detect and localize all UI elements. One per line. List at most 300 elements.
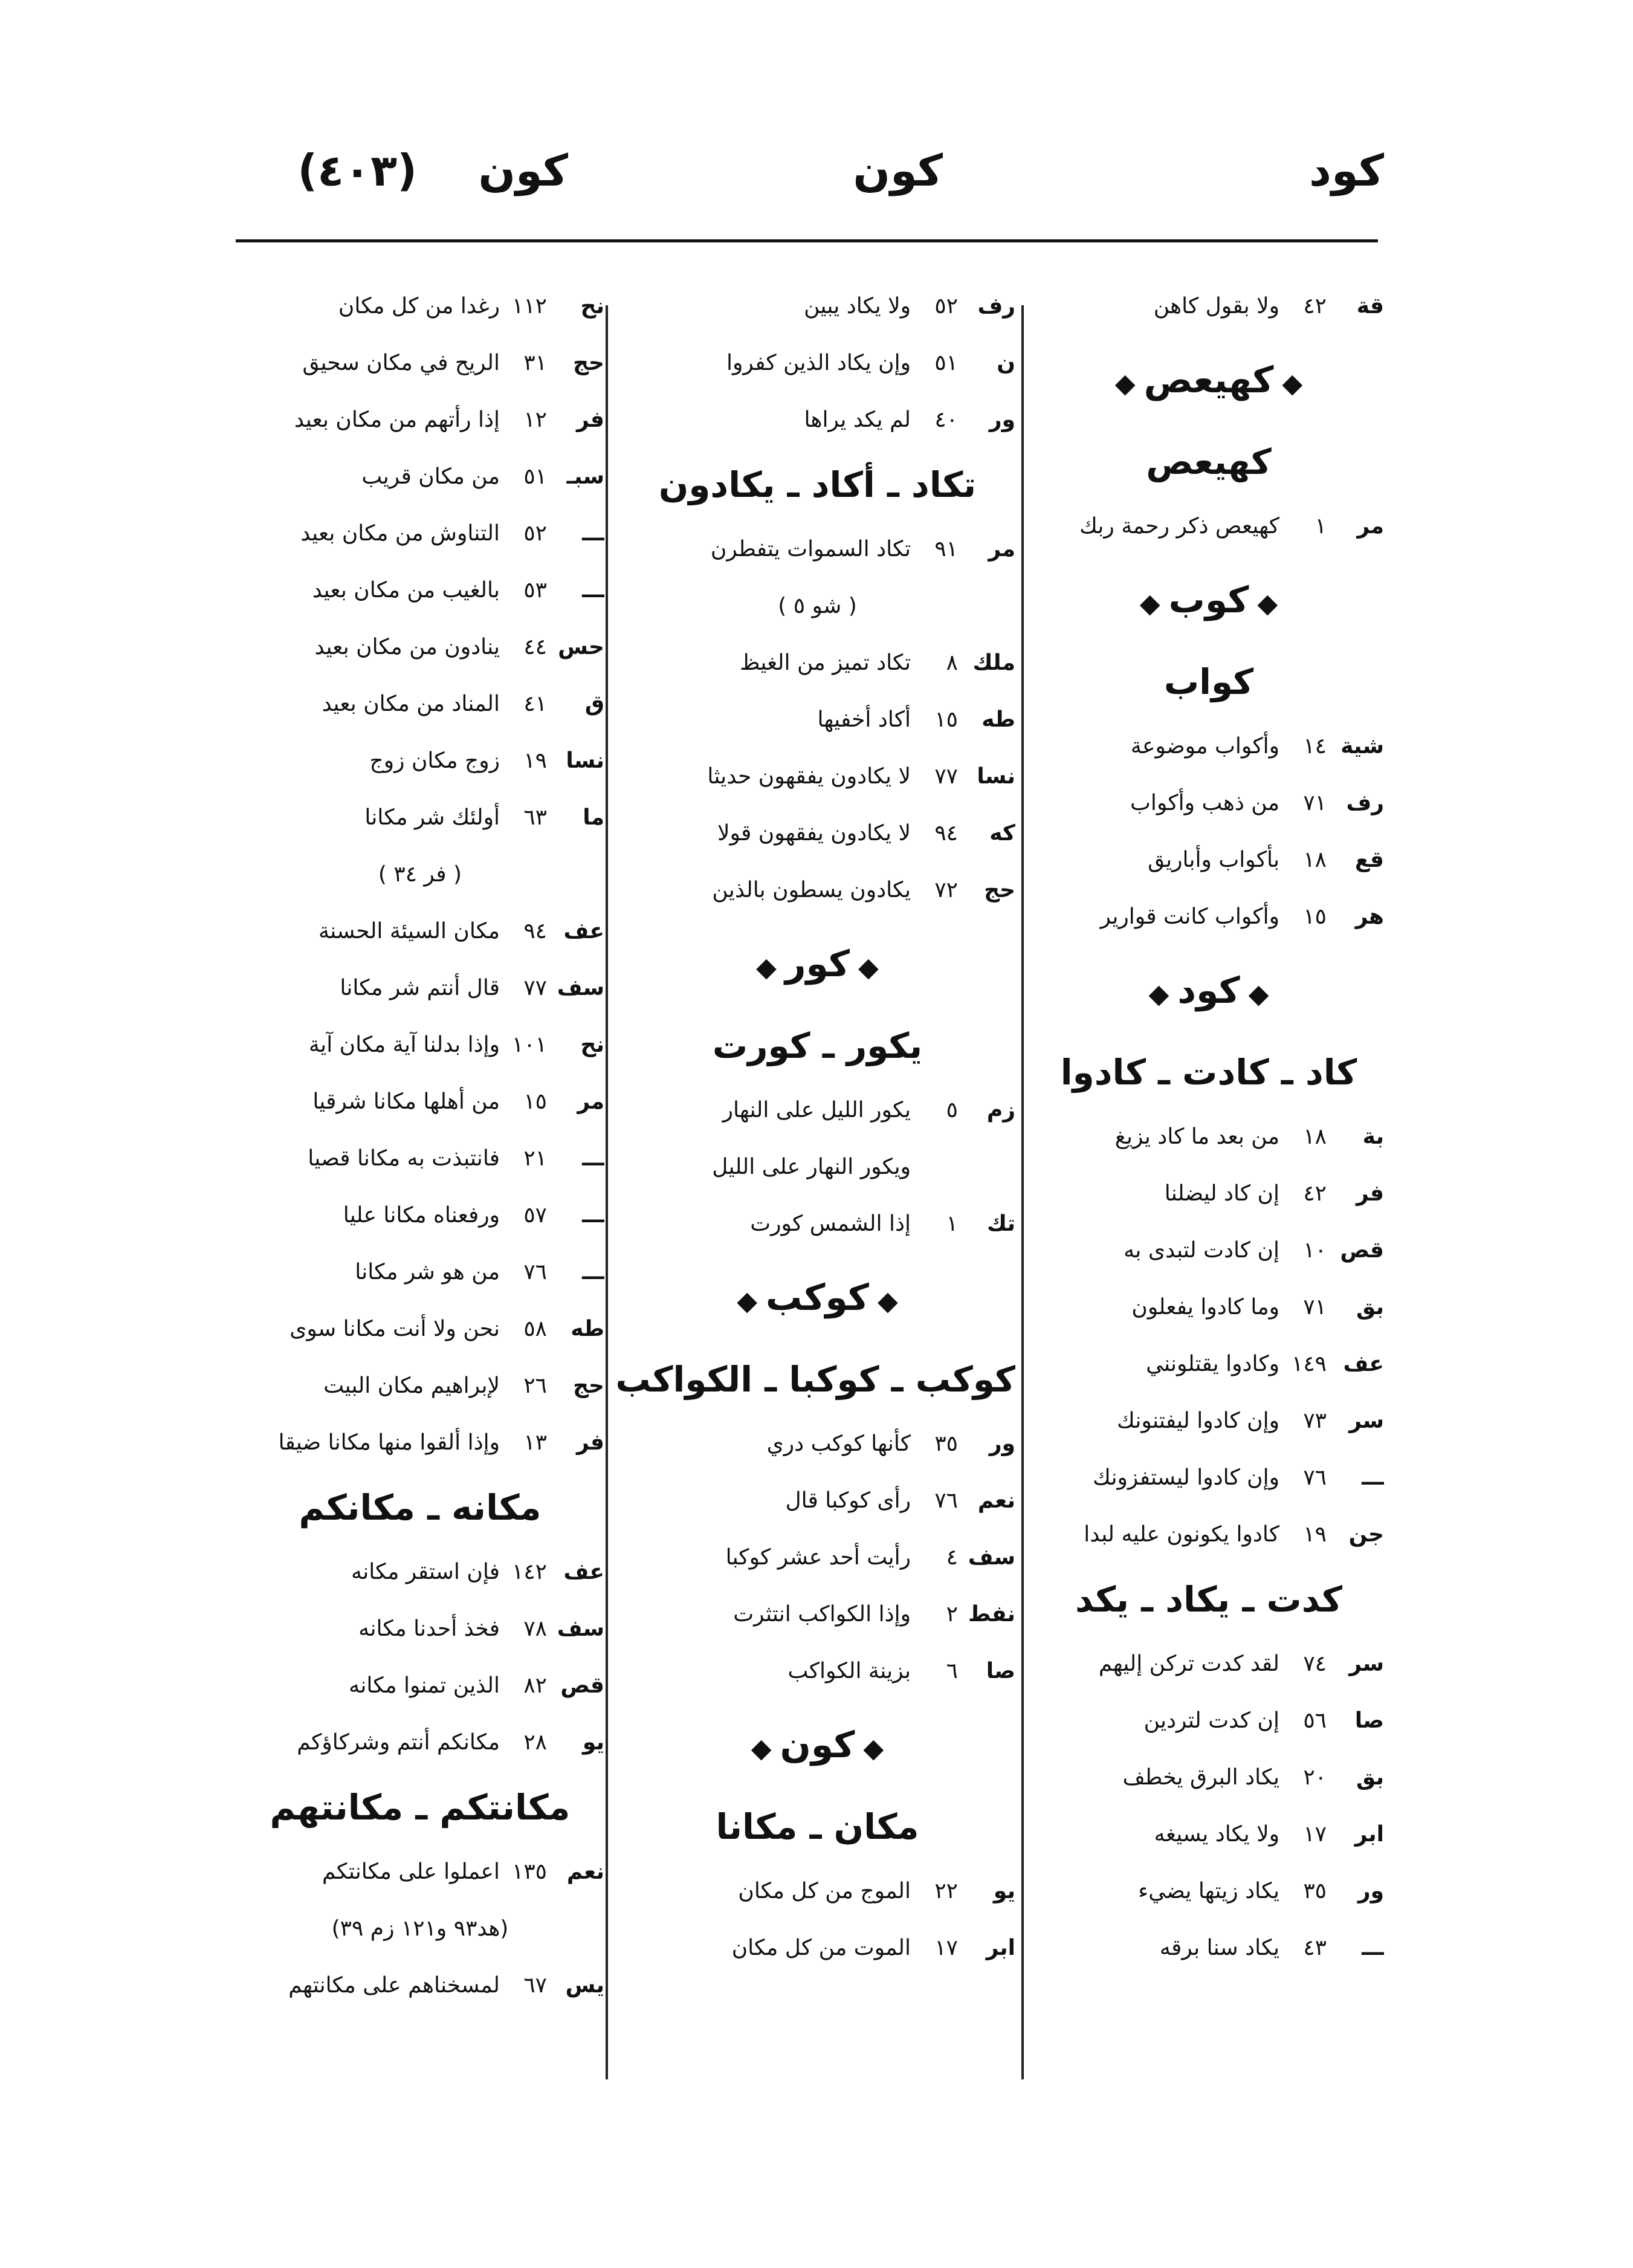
- concordance-entry: [619, 1586, 1015, 1643]
- surah-abbreviation: سف: [557, 976, 604, 1000]
- concordance-entry: [1033, 1165, 1384, 1222]
- verse-number: ١٨: [1303, 1124, 1327, 1149]
- verse-number: ٥: [946, 1098, 958, 1123]
- concordance-entry: [619, 805, 1015, 862]
- column-left: [236, 278, 604, 2091]
- verse-excerpt: كأنها كوكب دري: [766, 1431, 911, 1456]
- ornament-icon: ◆: [1148, 979, 1169, 1009]
- surah-abbreviation: حج: [573, 351, 604, 375]
- verse-number: ٩١: [934, 537, 958, 562]
- concordance-entry: [1033, 1506, 1384, 1563]
- word-form-heading: كدت ـ يكاد ـ يكد: [1075, 1579, 1342, 1620]
- ornament-icon: ◆: [877, 1286, 898, 1317]
- verse-number: ٥٣: [523, 578, 547, 603]
- verse-number: ٧٤: [1303, 1651, 1327, 1676]
- surah-abbreviation: بق: [1356, 1765, 1384, 1790]
- word-form-heading: تكاد ـ أكاد ـ يكادون: [658, 464, 977, 505]
- surah-abbreviation: قة: [1356, 294, 1384, 319]
- surah-abbreviation: يس: [565, 1973, 604, 1998]
- concordance-entry: [619, 1473, 1015, 1529]
- surah-abbreviation: صا: [1354, 1708, 1384, 1733]
- verse-excerpt: الموج من كل مكان: [738, 1879, 911, 1904]
- surah-abbreviation: زم: [986, 1098, 1015, 1123]
- verse-excerpt: وإذا الكواكب انتثرت: [733, 1602, 911, 1627]
- surah-abbreviation: سف: [968, 1545, 1015, 1570]
- concordance-entry: [236, 1714, 604, 1771]
- verse-number: ١٠١: [511, 1032, 547, 1057]
- concordance-entry: [236, 619, 604, 676]
- verse-number: ١٢: [523, 407, 547, 432]
- verse-excerpt: رغدا من كل مكان: [338, 294, 500, 319]
- verse-number: ٢: [946, 1602, 958, 1627]
- verse-number: ٨: [946, 650, 958, 675]
- concordance-entry: [236, 449, 604, 505]
- verse-number: ٥٦: [1303, 1708, 1327, 1733]
- concordance-entry: [236, 1130, 604, 1187]
- verse-excerpt: لمسخناهم على مكانتهم: [288, 1973, 500, 1998]
- verse-excerpt: الذين تمنوا مكانه: [349, 1673, 500, 1698]
- verse-excerpt: بزينة الكواكب: [787, 1659, 911, 1683]
- verse-excerpt: من هو شر مكانا: [355, 1260, 500, 1285]
- surah-abbreviation: نح: [580, 1032, 604, 1057]
- verse-excerpt: ولا يكاد يبين: [804, 294, 911, 319]
- verse-excerpt: كهيعص ذكر رحمة ربك: [1079, 514, 1279, 539]
- surah-abbreviation: سف: [557, 1616, 604, 1641]
- word-form-heading: كهيعص: [1146, 441, 1272, 482]
- verse-number: ١٥: [523, 1089, 547, 1114]
- concordance-entry: [236, 505, 604, 562]
- concordance-entry: [1033, 1109, 1384, 1165]
- verse-excerpt: وإن يكاد الذين كفروا: [726, 351, 911, 375]
- verse-excerpt: تكاد السموات يتفطرن: [710, 537, 911, 562]
- verse-excerpt: فخذ أحدنا مكانه: [358, 1616, 500, 1641]
- verse-number: ٧٢: [934, 878, 958, 902]
- concordance-entry: [1033, 1920, 1384, 1977]
- root-word: كور: [784, 943, 850, 985]
- verse-number: ٧٣: [1303, 1408, 1327, 1433]
- verse-excerpt: الريح في مكان سحيق: [302, 351, 500, 375]
- surah-abbreviation: ابر: [1354, 1822, 1384, 1847]
- verse-excerpt: من بعد ما كاد يزيغ: [1114, 1124, 1279, 1149]
- concordance-entry: [236, 960, 604, 1017]
- word-form-heading: كوكب ـ كوكبا ـ الكواكب: [615, 1359, 1015, 1400]
- concordance-entry: [619, 1643, 1015, 1700]
- verse-excerpt: وأكواب كانت قوارير: [1100, 904, 1279, 929]
- verse-number: ١٠: [1303, 1238, 1327, 1263]
- concordance-entry: [236, 1544, 604, 1601]
- concordance-entry: [619, 521, 1015, 578]
- verse-excerpt: لقد كدت تركن إليهم: [1098, 1651, 1279, 1676]
- verse-excerpt: ينادون من مكان بعيد: [314, 635, 500, 659]
- concordance-entry: [619, 1416, 1015, 1473]
- verse-excerpt: بأكواب وأباريق: [1148, 847, 1279, 872]
- root-heading: [1033, 555, 1384, 646]
- concordance-entry: [1033, 1336, 1384, 1393]
- concordance-entry: [236, 1601, 604, 1657]
- surah-abbreviation: سبـ: [566, 464, 604, 489]
- verse-number: ١٤٢: [511, 1560, 547, 1584]
- concordance-entry: [236, 335, 604, 392]
- word-form-heading: كاد ـ كادت ـ كادوا: [1060, 1052, 1357, 1093]
- verse-number: ٥١: [934, 351, 958, 375]
- verse-number: ٤٢: [1303, 1181, 1327, 1206]
- concordance-entry: [236, 1244, 604, 1301]
- verse-excerpt: وإن كادوا ليفتنونك: [1117, 1408, 1279, 1433]
- verse-number: ١٥: [934, 707, 958, 732]
- verse-excerpt: ورفعناه مكانا عليا: [343, 1203, 500, 1228]
- word-form-heading: كواب: [1163, 661, 1254, 702]
- surah-abbreviation: ـــ: [582, 1203, 604, 1228]
- concordance-entry: [236, 1844, 604, 1900]
- concordance-entry: [1033, 1693, 1384, 1749]
- surah-abbreviation: فر: [577, 1430, 604, 1455]
- surah-abbreviation: هر: [1355, 904, 1384, 929]
- surah-abbreviation: بق: [1356, 1295, 1384, 1320]
- surah-abbreviation: ور: [989, 407, 1015, 432]
- verse-excerpt: من ذهب وأكواب: [1130, 791, 1279, 815]
- verse-number: ٢٢: [934, 1879, 958, 1904]
- surah-abbreviation: ابر: [986, 1936, 1015, 1960]
- verse-number: ٧٧: [934, 764, 958, 789]
- verse-number: ٣٥: [934, 1431, 958, 1456]
- verse-excerpt: يكور الليل على النهار: [722, 1098, 911, 1123]
- verse-excerpt: ولا يكاد يسيغه: [1154, 1822, 1279, 1847]
- concordance-entry: [1033, 718, 1384, 775]
- root-word: كهيعص: [1143, 359, 1274, 401]
- concordance-entry: [619, 1139, 1015, 1196]
- verse-excerpt: لإبراهيم مكان البيت: [323, 1373, 500, 1398]
- word-form-heading: يكور ـ كورت: [712, 1025, 923, 1066]
- concordance-entry: [1033, 1393, 1384, 1450]
- concordance-entry: [619, 1529, 1015, 1586]
- verse-number: ٦: [946, 1659, 958, 1683]
- surah-abbreviation: عف: [1343, 1352, 1384, 1376]
- concordance-entry: [1033, 1863, 1384, 1920]
- root-heading: [619, 1252, 1015, 1343]
- surah-abbreviation: ق: [584, 692, 604, 716]
- verse-number: ١: [946, 1211, 958, 1236]
- surah-abbreviation: نعم: [977, 1488, 1015, 1513]
- surah-abbreviation: قص: [560, 1673, 604, 1698]
- verse-excerpt: أولئك شر مكانا: [364, 805, 500, 830]
- concordance-entry: [619, 1196, 1015, 1252]
- concordance-entry: [236, 392, 604, 449]
- concordance-entry: [236, 789, 604, 846]
- surah-abbreviation: ـــ: [1362, 1936, 1384, 1960]
- surah-abbreviation: فر: [1356, 1181, 1384, 1206]
- concordance-entry: [1033, 1636, 1384, 1693]
- concordance-entry: [1033, 498, 1384, 555]
- ornament-icon: ◆: [1282, 368, 1303, 399]
- verse-number: ٢٨: [523, 1730, 547, 1755]
- verse-excerpt: أكاد أخفيها: [817, 707, 911, 732]
- verse-excerpt: من مكان قريب: [361, 464, 500, 489]
- header-left-word: كون: [478, 145, 568, 196]
- verse-number: ٣١: [523, 351, 547, 375]
- surah-abbreviation: رف: [977, 294, 1015, 319]
- header-right-word: كود: [1309, 145, 1384, 196]
- verse-number: ٤٢: [1303, 294, 1327, 319]
- verse-excerpt: لم يكد يراها: [804, 407, 911, 432]
- concordance-entry: [1033, 1450, 1384, 1506]
- verse-number: ٥٨: [523, 1317, 547, 1341]
- verse-number: ٣٥: [1303, 1879, 1327, 1904]
- verse-excerpt: بالغيب من مكان بعيد: [312, 578, 500, 603]
- word-form-heading: مكانه ـ مكانكم: [299, 1487, 542, 1528]
- verse-number: ٩٤: [934, 821, 958, 846]
- concordance-entry: [619, 335, 1015, 392]
- concordance-entry: [236, 733, 604, 789]
- page-header: [236, 145, 1384, 212]
- concordance-entry: [1033, 889, 1384, 945]
- verse-number: ١٤: [1303, 734, 1327, 759]
- surah-abbreviation: مر: [988, 537, 1015, 562]
- verse-excerpt: إن كدت لتردين: [1143, 1708, 1279, 1733]
- concordance-entry: [236, 1074, 604, 1130]
- surah-abbreviation: شية: [1340, 734, 1384, 759]
- concordance-entry: [1033, 832, 1384, 889]
- verse-excerpt: التناوش من مكان بعيد: [300, 521, 500, 546]
- surah-abbreviation: حج: [573, 1373, 604, 1398]
- verse-excerpt: ويكور النهار على الليل: [712, 1155, 911, 1179]
- verse-excerpt: إذا رأتهم من مكان بعيد: [294, 407, 500, 432]
- surah-abbreviation: قص: [1340, 1238, 1384, 1263]
- concordance-entry: [236, 676, 604, 733]
- verse-number: ٦٧: [523, 1973, 547, 1998]
- surah-abbreviation: ملك: [972, 650, 1015, 675]
- verse-number: ٤٤: [523, 635, 547, 659]
- ornament-icon: ◆: [863, 1733, 884, 1764]
- concordance-entry: [619, 1863, 1015, 1920]
- verse-number: ٤: [946, 1545, 958, 1570]
- concordance-entry: [1033, 278, 1384, 335]
- root-word: كون: [780, 1724, 855, 1766]
- verse-excerpt: وإذا ألقوا منها مكانا ضيقا: [278, 1430, 500, 1455]
- verse-number: ١٥: [1303, 904, 1327, 929]
- concordance-entry: [236, 1017, 604, 1074]
- concordance-entry: [1033, 1222, 1384, 1279]
- surah-abbreviation: نح: [580, 294, 604, 319]
- verse-number: ٥٢: [523, 521, 547, 546]
- verse-excerpt: وكادوا يقتلونني: [1146, 1352, 1279, 1376]
- verse-number: ١٣٥: [511, 1859, 547, 1884]
- concordance-entry: [1033, 1279, 1384, 1336]
- surah-abbreviation: حج: [984, 878, 1015, 902]
- ornament-icon: ◆: [756, 952, 777, 983]
- verse-number: ١٧: [934, 1936, 958, 1960]
- root-word: كود: [1177, 970, 1240, 1012]
- surah-abbreviation: نسا: [977, 764, 1015, 789]
- surah-abbreviation: مر: [1357, 514, 1384, 539]
- surah-abbreviation: ور: [989, 1431, 1015, 1456]
- verse-number: ٥٢: [934, 294, 958, 319]
- verse-excerpt: يكاد زيتها يضيء: [1138, 1879, 1279, 1904]
- verse-excerpt: فإن استقر مكانه: [351, 1560, 500, 1584]
- surah-abbreviation: طه: [571, 1317, 604, 1341]
- verse-excerpt: اعملوا على مكانتكم: [322, 1859, 500, 1884]
- verse-number: ٢٠: [1303, 1765, 1327, 1790]
- surah-abbreviation: نفط: [968, 1602, 1015, 1627]
- verse-number: ١: [1314, 514, 1327, 539]
- verse-excerpt: تكاد تميز من الغيظ: [740, 650, 911, 675]
- verse-number: ١٣: [523, 1430, 547, 1455]
- concordance-entry: [236, 903, 604, 960]
- verse-number: ١٧: [1303, 1822, 1327, 1847]
- concordance-entry: [619, 1082, 1015, 1139]
- verse-excerpt: وأكواب موضوعة: [1130, 734, 1279, 759]
- concordance-entry: [619, 1920, 1015, 1977]
- ornament-icon: ◆: [1139, 588, 1160, 619]
- verse-excerpt: وإذا بدلنا آية مكان آية: [308, 1032, 500, 1057]
- verse-excerpt: إن كاد ليضلنا: [1164, 1181, 1279, 1206]
- ornament-icon: ◆: [1257, 588, 1278, 619]
- column-middle: [615, 278, 1015, 2091]
- root-heading: [1033, 335, 1384, 426]
- verse-number: ٤١: [523, 692, 547, 716]
- verse-number: ٧١: [1303, 1295, 1327, 1320]
- surah-abbreviation: حس: [558, 635, 604, 659]
- verse-number: ٢٦: [523, 1373, 547, 1398]
- ornament-icon: ◆: [858, 952, 879, 983]
- root-heading: [1033, 945, 1384, 1036]
- cross-reference-note: ( فر ٣٤ ): [378, 862, 462, 887]
- verse-excerpt: قال أنتم شر مكانا: [340, 976, 500, 1000]
- concordance-entry: [1033, 1749, 1384, 1806]
- page-number: (٤٠٣): [297, 145, 417, 196]
- verse-excerpt: نحن ولا أنت مكانا سوى: [289, 1317, 500, 1341]
- cross-reference-note: (هد٩٣ و١٢١ زم ٣٩): [331, 1916, 509, 1941]
- surah-abbreviation: كه: [989, 821, 1015, 846]
- root-word: كوب: [1168, 579, 1249, 621]
- concordance-entry: [619, 635, 1015, 692]
- verse-excerpt: وإن كادوا ليستفزونك: [1093, 1465, 1279, 1490]
- surah-abbreviation: بة: [1362, 1124, 1384, 1149]
- verse-excerpt: رأى كوكبا قال: [785, 1488, 911, 1513]
- verse-number: ٧٦: [1303, 1465, 1327, 1490]
- concordance-entry: [619, 392, 1015, 449]
- ornament-icon: ◆: [751, 1733, 772, 1764]
- verse-number: ١٩: [1303, 1522, 1327, 1547]
- ornament-icon: ◆: [1248, 979, 1269, 1009]
- concordance-entry: [236, 1301, 604, 1358]
- surah-abbreviation: ن: [997, 351, 1015, 375]
- surah-abbreviation: سر: [1349, 1651, 1384, 1676]
- verse-number: ٧٧: [523, 976, 547, 1000]
- ornament-icon: ◆: [1114, 368, 1136, 399]
- ornament-icon: ◆: [737, 1286, 758, 1317]
- verse-excerpt: إن كادت لتبدى به: [1124, 1238, 1279, 1263]
- verse-excerpt: ولا بقول كاهن: [1153, 294, 1279, 319]
- verse-excerpt: مكان السيئة الحسنة: [318, 919, 500, 944]
- column-separator: [1021, 305, 1024, 2079]
- verse-number: ٤٣: [1303, 1936, 1327, 1960]
- root-heading: [619, 919, 1015, 1009]
- surah-abbreviation: يو: [582, 1730, 604, 1755]
- verse-excerpt: فانتبذت به مكانا قصيا: [308, 1146, 500, 1171]
- concordance-entry: [236, 1187, 604, 1244]
- root-heading: [619, 1700, 1015, 1790]
- verse-excerpt: إذا الشمس كورت: [750, 1211, 911, 1236]
- surah-abbreviation: ـــ: [582, 521, 604, 546]
- verse-number: ٧٨: [523, 1616, 547, 1641]
- surah-abbreviation: ما: [583, 805, 604, 830]
- concordance-entry: [619, 862, 1015, 919]
- word-form-heading: مكان ـ مكانا: [716, 1806, 919, 1847]
- verse-number: ١٨: [1303, 847, 1327, 872]
- header-rule: [236, 239, 1378, 242]
- verse-excerpt: يكاد البرق يخطف: [1122, 1765, 1279, 1790]
- surah-abbreviation: نسا: [566, 748, 604, 773]
- verse-excerpt: من أهلها مكانا شرقيا: [312, 1089, 500, 1114]
- surah-abbreviation: نعم: [566, 1859, 604, 1884]
- verse-excerpt: زوج مكان زوج: [369, 748, 500, 773]
- verse-excerpt: مكانكم أنتم وشركاؤكم: [297, 1730, 500, 1755]
- surah-abbreviation: ـــ: [582, 578, 604, 603]
- surah-abbreviation: رف: [1346, 791, 1384, 815]
- verse-number: ٧٦: [523, 1260, 547, 1285]
- verse-number: ١٩: [523, 748, 547, 773]
- concordance-entry: [236, 1414, 604, 1471]
- surah-abbreviation: عف: [563, 1560, 604, 1584]
- concordance-entry: [1033, 775, 1384, 832]
- concordance-entry: [236, 1657, 604, 1714]
- concordance-entry: [236, 1957, 604, 2014]
- verse-excerpt: كادوا يكونون عليه لبدا: [1084, 1522, 1279, 1547]
- surah-abbreviation: ـــ: [582, 1260, 604, 1285]
- verse-excerpt: يكاد سنا برقه: [1159, 1936, 1279, 1960]
- verse-number: ١٤٩: [1291, 1352, 1327, 1376]
- verse-number: ٤٠: [934, 407, 958, 432]
- surah-abbreviation: طه: [981, 707, 1015, 732]
- concordance-entry: [236, 562, 604, 619]
- surah-abbreviation: عف: [563, 919, 604, 944]
- root-word: كوكب: [766, 1277, 869, 1319]
- surah-abbreviation: ـــ: [582, 1146, 604, 1171]
- concordance-entry: [236, 1358, 604, 1414]
- header-middle-word: كون: [853, 145, 943, 196]
- surah-abbreviation: ور: [1357, 1879, 1384, 1904]
- verse-excerpt: لا يكادون يفقهون قولا: [717, 821, 911, 846]
- concordance-entry: [236, 278, 604, 335]
- surah-abbreviation: تك: [986, 1211, 1015, 1236]
- concordance-entry: [619, 748, 1015, 805]
- word-form-heading: مكانتكم ـ مكانتهم: [270, 1787, 571, 1828]
- surah-abbreviation: يو: [993, 1879, 1015, 1904]
- verse-number: ٥١: [523, 464, 547, 489]
- surah-abbreviation: مر: [577, 1089, 604, 1114]
- verse-excerpt: يكادون يسطون بالذين: [712, 878, 911, 902]
- column-right: [1033, 278, 1384, 2091]
- concordance-entry: [1033, 1806, 1384, 1863]
- verse-number: ٢١: [523, 1146, 547, 1171]
- concordance-entry: [619, 278, 1015, 335]
- verse-number: ٨٢: [523, 1673, 547, 1698]
- surah-abbreviation: فر: [577, 407, 604, 432]
- verse-excerpt: وما كادوا يفعلون: [1131, 1295, 1279, 1320]
- surah-abbreviation: سر: [1349, 1408, 1384, 1433]
- surah-abbreviation: ـــ: [1362, 1465, 1384, 1490]
- concordance-entry: [619, 692, 1015, 748]
- surah-abbreviation: جن: [1348, 1522, 1384, 1547]
- verse-excerpt: الموت من كل مكان: [731, 1936, 911, 1960]
- surah-abbreviation: قع: [1354, 847, 1384, 872]
- verse-excerpt: المناد من مكان بعيد: [322, 692, 500, 716]
- verse-number: ٥٧: [523, 1203, 547, 1228]
- column-separator: [606, 305, 608, 2079]
- verse-excerpt: لا يكادون يفقهون حديثا: [707, 764, 911, 789]
- surah-abbreviation: صا: [986, 1659, 1015, 1683]
- verse-number: ١١٢: [511, 294, 547, 319]
